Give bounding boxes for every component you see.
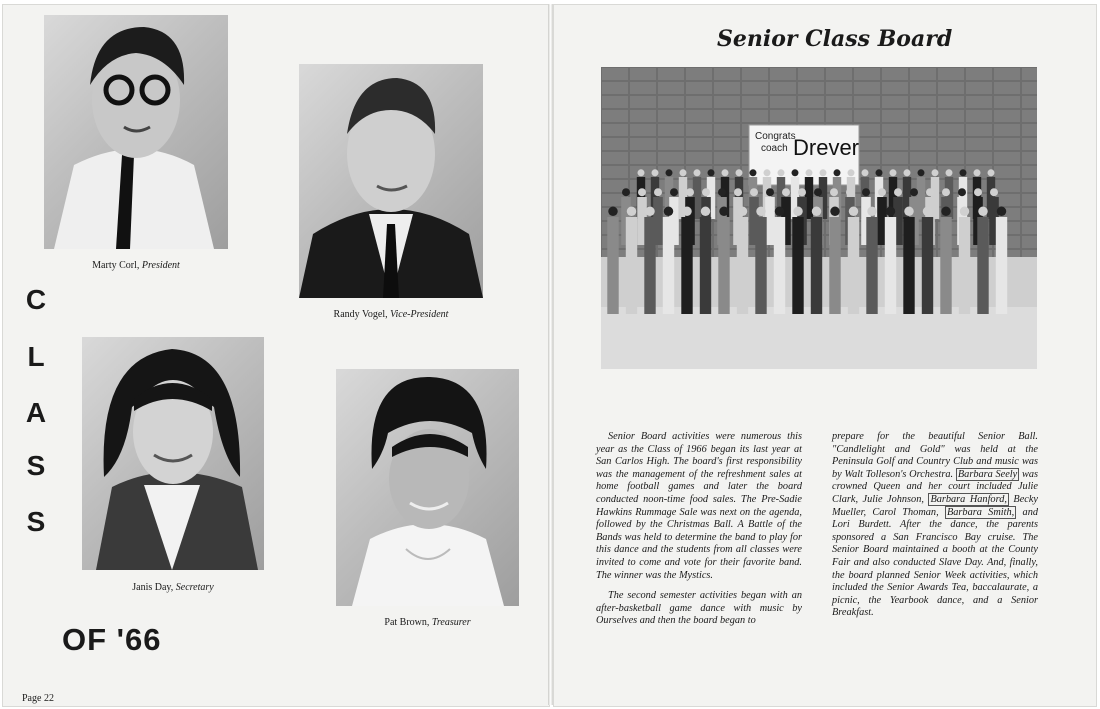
caption-president: Marty Corl, President bbox=[92, 260, 180, 271]
court-name-smith: Barbara Smith, bbox=[946, 506, 1015, 518]
class-letter-s: S bbox=[26, 450, 46, 481]
page-title: Senior Class Board bbox=[717, 26, 953, 52]
class-year-heading: OF '66 bbox=[62, 622, 162, 657]
caption-treasurer: Pat Brown, Treasurer bbox=[384, 617, 471, 628]
court-name-hanford: Barbara Hanford, bbox=[930, 493, 1007, 505]
caption-secretary: Janis Day, Secretary bbox=[132, 582, 214, 593]
banner-coach: coach bbox=[761, 143, 788, 154]
portrait-vice-president bbox=[299, 64, 483, 298]
caption-vice-president: Randy Vogel, Vice-President bbox=[333, 309, 449, 320]
class-letter-c: C bbox=[25, 284, 47, 315]
article-paragraph-3: prepare for the beautiful Senior Ball. "Candlelight and Gold" was held at the Peninsula Golf and Country Club and music was by Walt Tolleson's Orchestra. Barbara Seely was crowned Queen and her court included Julie Clark, Julie Johnson, Barbara Hanford, Becky Mueller, Carol Thoman, Barbara Smith, and Lori Burdett. After the dance, the parents sponsored a San Francisco Bay cruise. The Senior Board maintained a booth at the County Fair and also conducted Slave Day. And, finally, the board planned Senior Week activities, which included the Senior Awards Tea, baccalaurate, a picnic, the Yearbook dance, and a Senior Breakfast. bbox=[832, 431, 1039, 619]
article-column-left bbox=[596, 431, 802, 628]
class-letter-s2: S bbox=[26, 506, 46, 537]
banner-congrats: Congrats bbox=[755, 131, 796, 142]
queen-name: Barbara Seely bbox=[957, 468, 1018, 480]
class-letter-l: L bbox=[27, 341, 45, 372]
article-paragraph-1: Senior Board activities were numerous this year as the Class of 1966 began its last year at San Carlos High. The board's first responsibility was the management of the refreshment sales at home football games and later the board conducted noon-time food sales. The Pre-Sadie Hawkins Rummage Sale was next on the agenda, followed by the Christmas Ball. A Battle of the Bands was held to determine the band to play for this dance and the students from all classes were invited to come and vote for their favorite band. The winner was the Mystics. bbox=[596, 431, 802, 581]
article-column-right bbox=[832, 431, 1038, 620]
portrait-treasurer bbox=[336, 369, 519, 606]
class-letter-a: A bbox=[25, 397, 47, 428]
group-photo bbox=[601, 67, 1037, 369]
portrait-president bbox=[44, 15, 228, 249]
article-paragraph-2: The second semester activities began with an after-basketball game dance with music by Ourselves and then the board began to bbox=[596, 590, 802, 627]
page-number: Page 22 bbox=[22, 693, 54, 704]
portrait-secretary bbox=[82, 337, 264, 570]
banner-name: Drever bbox=[793, 135, 860, 160]
